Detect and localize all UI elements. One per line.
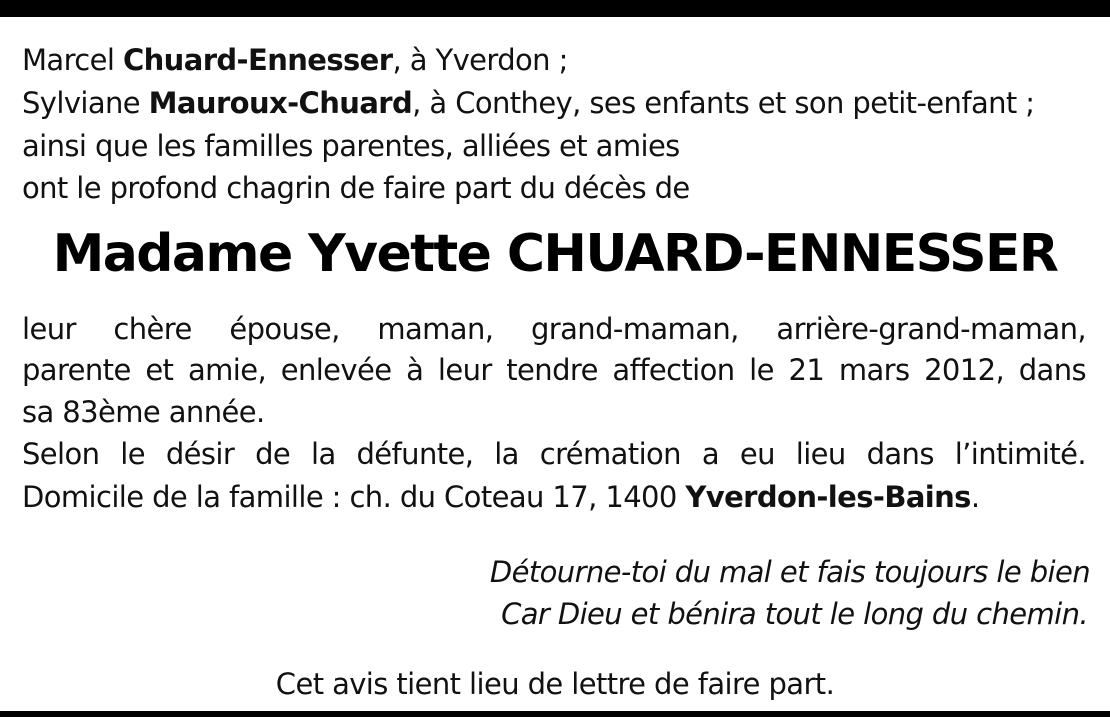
body-line-1: leur chère épouse, maman, grand-maman, arrière-grand-maman, xyxy=(22,312,1086,346)
announcement-line-1 xyxy=(22,40,568,80)
footer-note: Cet avis tient lieu de lettre de faire part. xyxy=(275,667,835,701)
address-period: . xyxy=(970,480,980,514)
body-line-2: parente et amie, enlevée à leur tendre affection le 21 mars 2012, dans xyxy=(22,353,1086,387)
announcement-line-4: ont le profond chagrin de faire part du décès de xyxy=(22,171,690,205)
deceased-name-heading: Madame Yvette CHUARD-ENNESSER xyxy=(52,224,1058,284)
given-name: Marcel xyxy=(22,43,115,77)
address-text: Domicile de la famille : ch. du Coteau 17, 1400 xyxy=(22,480,686,514)
announcement-line-2 xyxy=(22,83,1034,123)
quote-line-2: Car Dieu et bénira tout le long du chemin. xyxy=(501,597,1088,631)
family-address-line xyxy=(22,477,979,517)
quote-line-1: Détourne-toi du mal et fais toujours le bien xyxy=(489,555,1090,589)
line-rest: , à Yverdon ; xyxy=(392,43,568,77)
body-line-3: sa 83ème année. xyxy=(22,395,265,429)
address-city: Yverdon-les-Bains xyxy=(685,480,971,514)
given-name: Sylviane xyxy=(22,86,141,120)
body-line-4: Selon le désir de la défunte, la crémation a eu lieu dans l’intimité. xyxy=(22,437,1086,471)
top-border-rule xyxy=(0,0,1110,17)
announcement-line-3: ainsi que les familles parentes, alliées et amies xyxy=(22,129,680,163)
bottom-border-rule xyxy=(0,711,1110,717)
line-rest: , à Conthey, ses enfants et son petit-enfant ; xyxy=(412,86,1035,120)
surname: Mauroux-Chuard xyxy=(148,86,413,120)
surname: Chuard-Ennesser xyxy=(122,43,393,77)
